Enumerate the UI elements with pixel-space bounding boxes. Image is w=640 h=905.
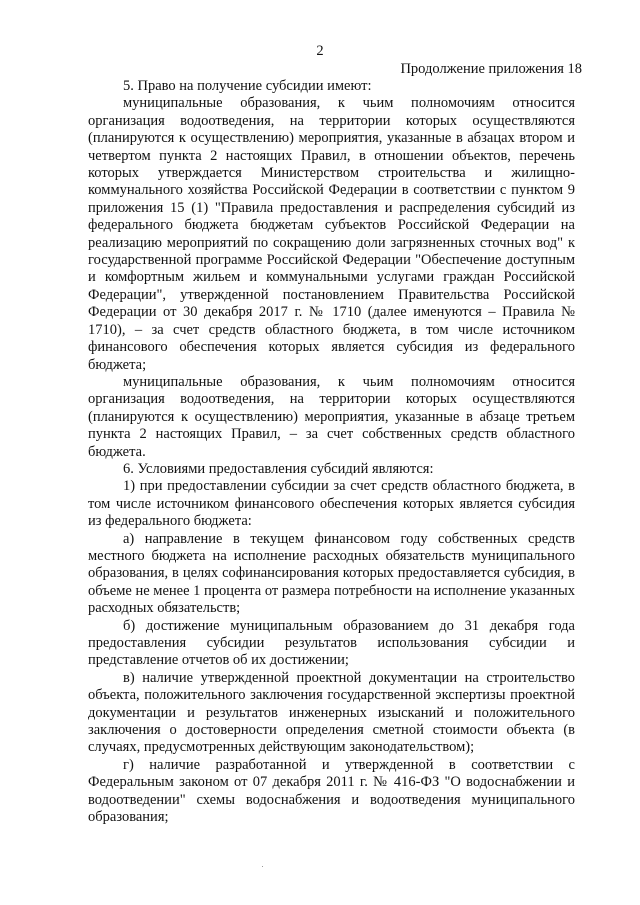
page-number: 2 <box>316 43 324 59</box>
paragraph-5-municipalities-federal: муниципальные образования, к чьим полномочиям относится организация водоотведения, на территории которых осуществляются (планируются к осуществлению) мероприятия, указанные в абзацах втором и четвертом пункта 2 настоящих Правил, в отношении объектов, перечень которых утверждается Министерством строительства и жилищно-коммунального хозяйства Российской Федерации в соответствии с пунктом 9 приложения 15 (1) "Правила предоставления и распределения субсидий из федерального бюджета бюджетам субъектов Российской Федерации на реализацию мероприятий по сокращению доли загрязненных сточных вод" к государственной программе Российской Федерации "Обеспечение доступным и комфортным жильем и коммунальными услугами граждан Российской Федерации", утвержденной постановлением Правительства Российской Федерации от 30 декабря 2017 г. № 1710 (далее именуются – Правила № 1710), – за счет средств областного бюджета, в том числе источником финансового обеспечения которых является субсидия из федерального бюджета; <box>88 95 575 373</box>
paragraph-6-item-v: в) наличие утвержденной проектной документации на строительство объекта, положительного заключения государственной экспертизы проектной документации и результатов инженерных изысканий и положительного заключения о достоверности определения сметной стоимости объекта (в случаях, предусмотренных действующим законодательством); <box>88 669 575 756</box>
paragraph-5-heading: 5. Право на получение субсидии имеют: <box>123 78 372 94</box>
paragraph-6-item-b: б) достижение муниципальным образованием до 31 декабря года предоставления субсидии результатов использования субсидии и представление отчетов об их достижении; <box>88 617 575 669</box>
paragraph-6-item-a: а) направление в текущем финансовом году собственных средств местного бюджета на исполнение расходных обязательств муниципального образования, в целях софинансирования которых предоставляется субсидия, в объеме не менее 1 процента от размера потребности на исполнение указанных расходных обязательств; <box>88 530 575 617</box>
document-body <box>88 78 575 826</box>
paragraph-5-municipalities-regional: муниципальные образования, к чьим полномочиям относится организация водоотведения, на территории которых осуществляются (планируются к осуществлению) мероприятия, указанные в абзаце третьем пункта 2 настоящих Правил, – за счет собственных средств областного бюджета. <box>88 373 575 460</box>
scan-speck <box>262 866 263 867</box>
paragraph-6-heading: 6. Условиями предоставления субсидий являются: <box>123 460 434 477</box>
paragraph-6-item-g: г) наличие разработанной и утвержденной в соответствии с Федеральным законом от 07 декабря 2011 г. № 416-ФЗ "О водоснабжении и водоотведении" схемы водоснабжения и водоотведения муниципального образования; <box>88 756 575 826</box>
appendix-continuation-note: Продолжение приложения 18 <box>400 61 582 77</box>
paragraph-6-item-1: 1) при предоставлении субсидии за счет средств областного бюджета, в том числе источником финансового обеспечения которых является субсидия из федерального бюджета: <box>88 478 575 530</box>
